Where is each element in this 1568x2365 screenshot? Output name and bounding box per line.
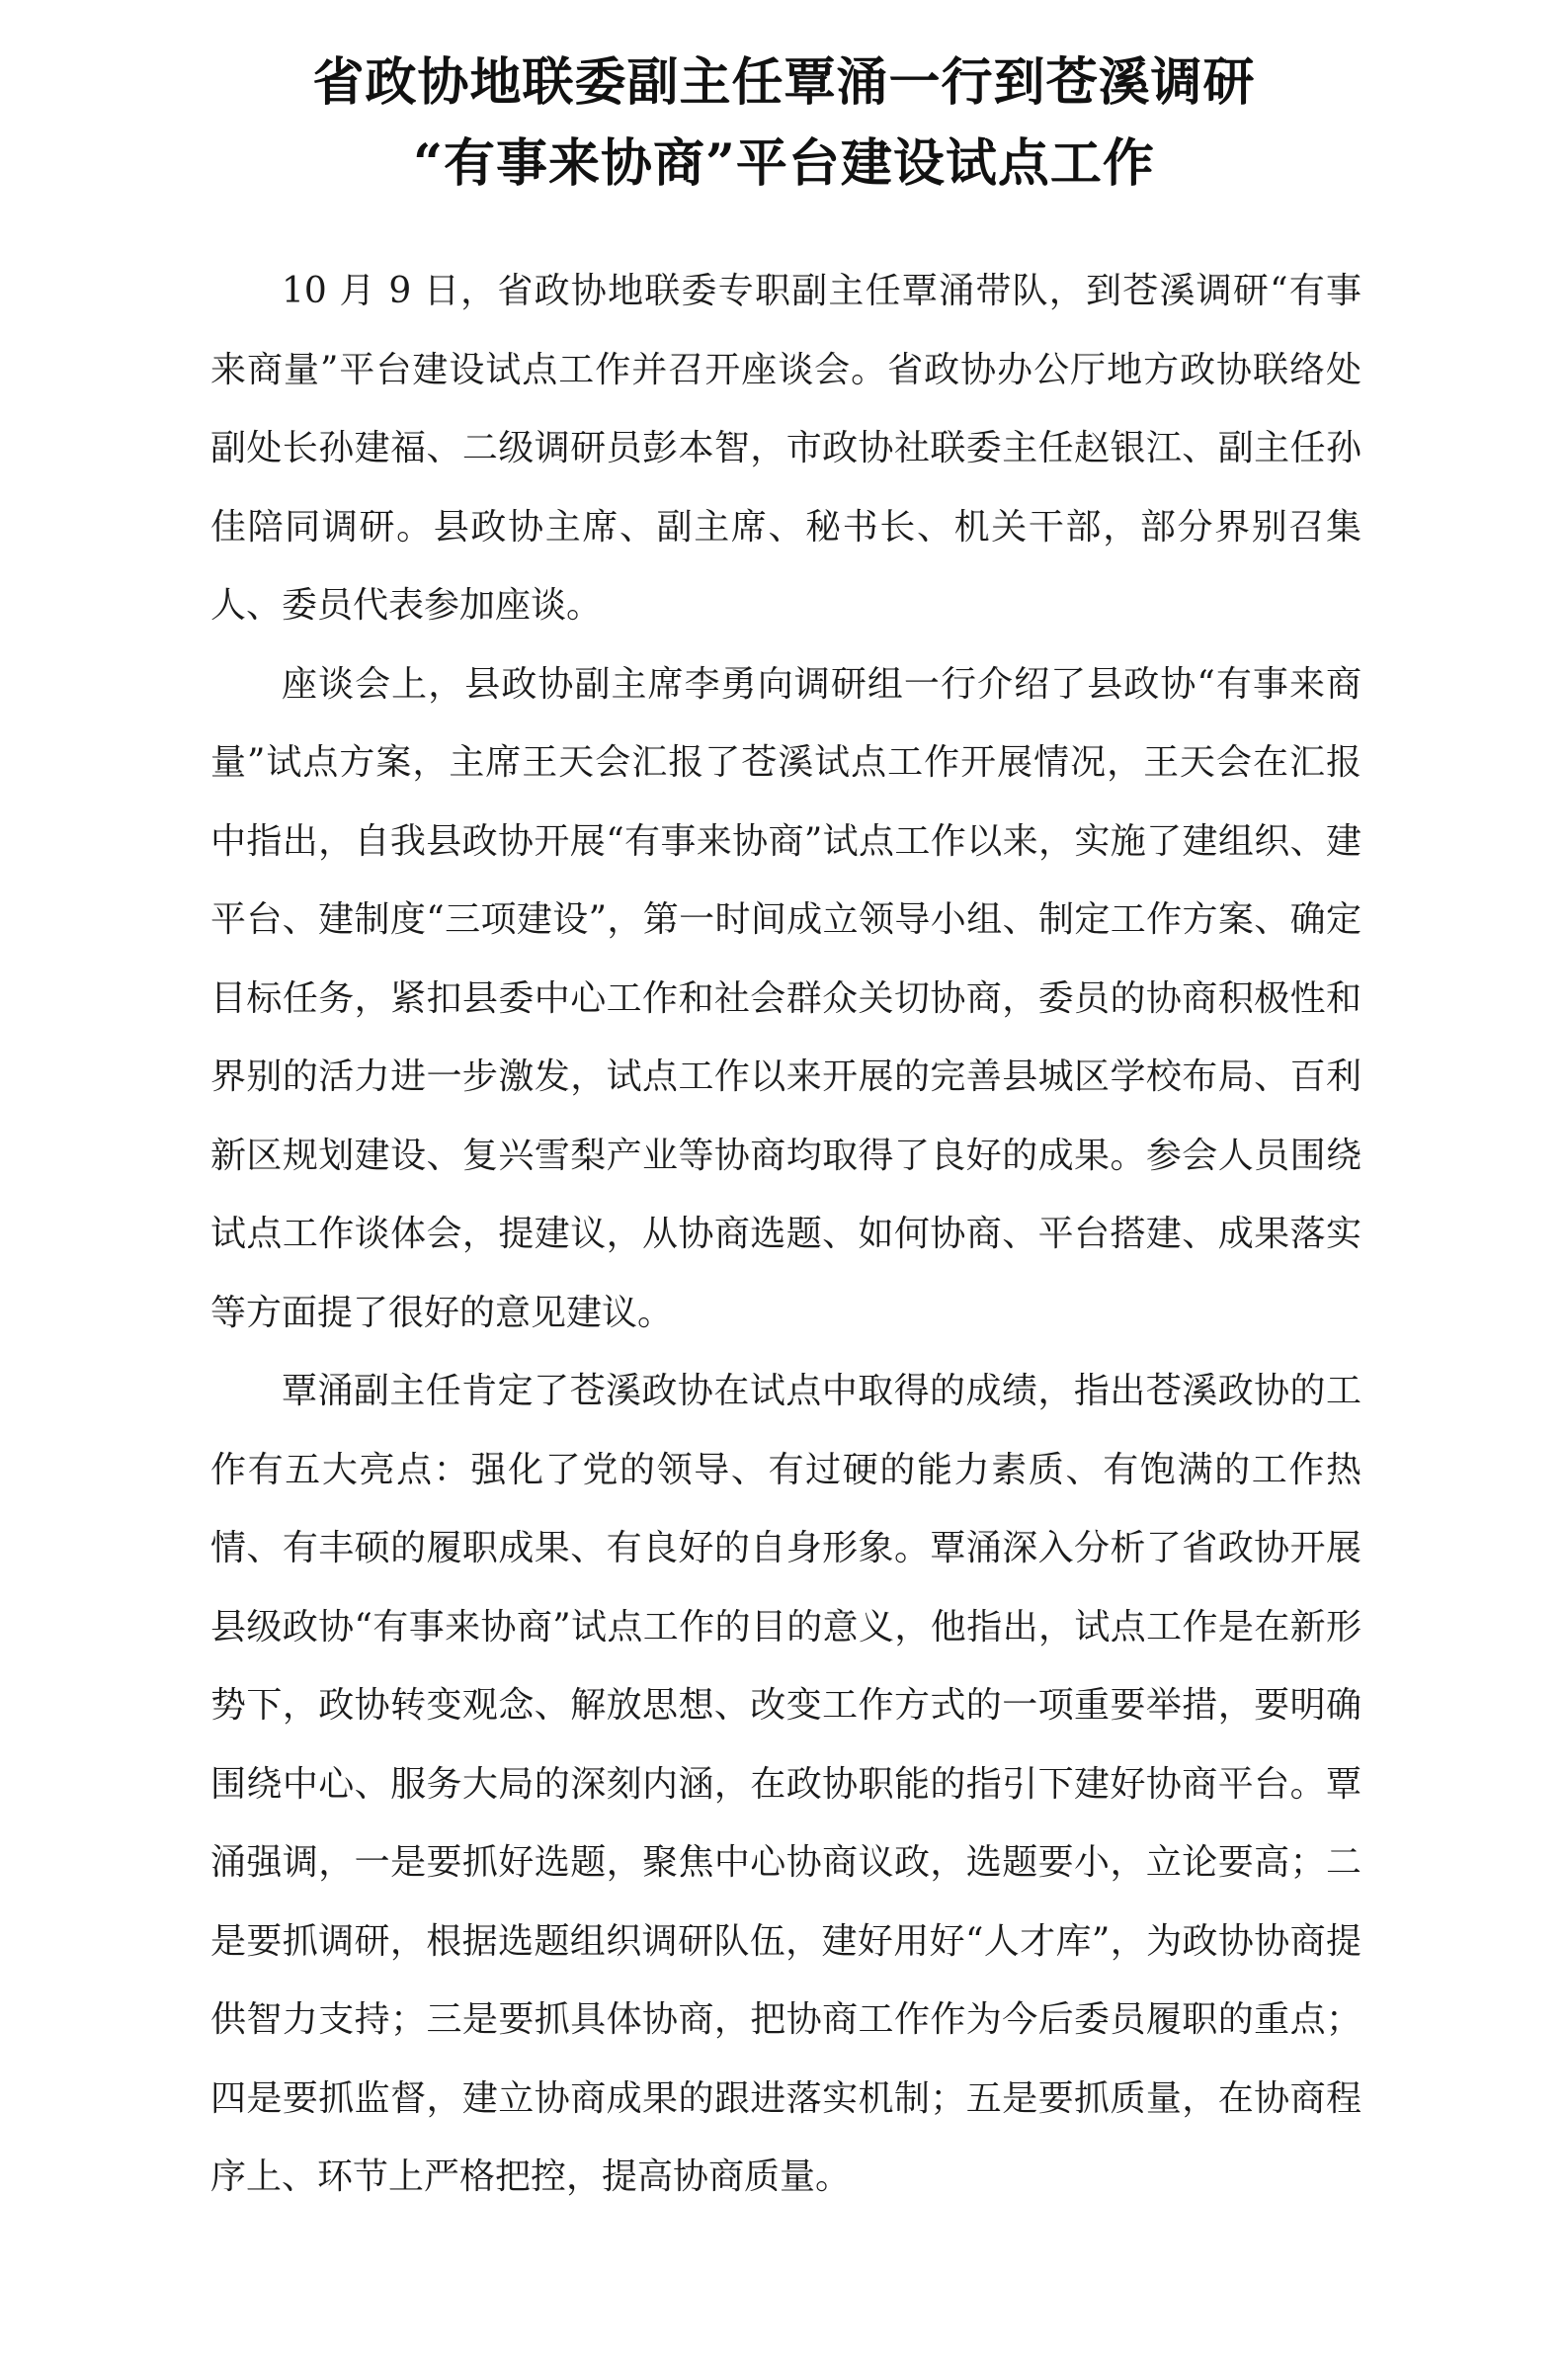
document-title bbox=[0, 42, 1568, 205]
title-line-2: “有事来协商”平台建设试点工作 bbox=[413, 132, 1155, 194]
paragraph-3: 覃涌副主任肯定了苍溪政协在试点中取得的成绩，指出苍溪政协的工作有五大亮点：强化了党的领导、有过硬的能力素质、有饱满的工作热情、有丰硕的履职成果、有良好的自身形象。覃涌深入分析了省政协开展县级政协“有事来协商”试点工作的目的意义，他指出，试点工作是在新形势下，政协转变观念、解放思想、改变工作方式的一项重要举措，要明确围绕中心、服务大局的深刻内涵，在政协职能的指引下建好协商平台。覃涌强调，一是要抓好选题，聚焦中心协商议政，选题要小，立论要高；二是要抓调研，根据选题组织调研队伍，建好用好“人才库”，为政协协商提供智力支持；三是要抓具体协商，把协商工作作为今后委员履职的重点；四是要抓监督，建立协商成果的跟进落实机制；五是要抓质量，在协商程序上、环节上严格把控，提高协商质量。 bbox=[210, 1371, 1362, 2197]
article-body bbox=[210, 252, 1362, 2217]
paragraph-2: 座谈会上，县政协副主席李勇向调研组一行介绍了县政协“有事来商量”试点方案，主席王天会汇报了苍溪试点工作开展情况，王天会在汇报中指出，自我县政协开展“有事来协商”试点工作以来，实施了建组织、建平台、建制度“三项建设”，第一时间成立领导小组、制定工作方案、确定目标任务，紧扣县委中心工作和社会群众关切协商，委员的协商积极性和界别的活力进一步激发，试点工作以来开展的完善县城区学校布局、百利新区规划建设、复兴雪梨产业等协商均取得了良好的成果。参会人员围绕试点工作谈体会，提建议，从协商选题、如何协商、平台搭建、成果落实等方面提了很好的意见建议。 bbox=[210, 663, 1362, 1333]
paragraph-1: 10 月 9 日，省政协地联委专职副主任覃涌带队，到苍溪调研“有事来商量”平台建设试点工作并召开座谈会。省政协办公厅地方政协联络处副处长孙建福、二级调研员彭本智，市政协社联委主任赵银江、副主任孙佳陪同调研。县政协主席、副主席、秘书长、机关干部，部分界别召集人、委员代表参加座谈。 bbox=[210, 271, 1362, 626]
title-line-1: 省政协地联委副主任覃涌一行到苍溪调研 bbox=[312, 51, 1256, 113]
